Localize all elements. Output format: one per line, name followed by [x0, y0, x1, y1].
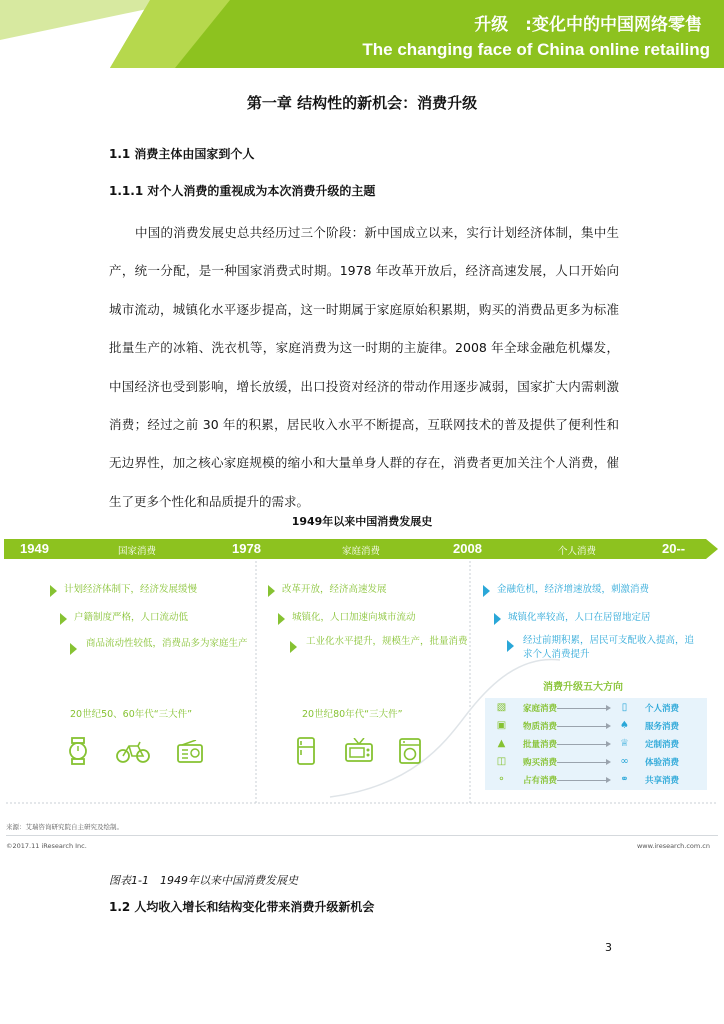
arrow-icon	[483, 585, 490, 597]
bicycle-icon	[116, 740, 150, 764]
upgrade-row	[485, 699, 707, 717]
upgrade-from: 物质消费	[523, 722, 558, 732]
upgrade-from: 占有消费	[523, 776, 558, 786]
col1-item: 户籍制度严格，人口流动低	[60, 611, 264, 625]
watch-icon	[66, 737, 90, 765]
cart-icon: ◫	[496, 756, 507, 767]
arrow-icon	[50, 585, 57, 597]
figure-title: 1949年以来中国消费发展史	[291, 515, 433, 528]
page-number: 3	[605, 941, 612, 954]
arrow-icon	[557, 708, 609, 709]
col3-item: 金融危机，经济增速放缓，刺激消费	[483, 583, 712, 597]
service-icon: ♠	[620, 720, 629, 731]
body-paragraph: 中国的消费发展史总共经历过三个阶段：新中国成立以来，实行计划经济体制，集中生产，统一分配，是一种国家消费式时期。1978 年改革开放后，经济高速发展，人口开始向城市流动，城镇化水平逐步提高，这一时期属于家庭原始积累期，购买的消费品更多为标准批量生产的冰箱、洗衣机等，家庭消费为这一时期的主旋律。2008 年全球金融危机爆发，中国经济也受到影响，增长放缓，出口投资对经济的带动作用逐步减弱，国家扩大内需刺激消费；经过之前 30 年的积累，居民收入水平不断提高，互联网技术的普及提供了便利性和无边界性，加之核心家庭规模的缩小和大量单身人群的存在，消费者更加关注个人消费，催生了更多个性化和品质提升的需求。	[109, 225, 619, 509]
year-2008: 2008	[453, 541, 482, 556]
upgrade-row	[485, 717, 707, 735]
shirt-icon: ▧	[496, 702, 507, 713]
col1-item: 计划经济体制下，经济发展缓慢	[50, 583, 264, 597]
upgrade-to: 服务消费	[645, 722, 680, 732]
arrow-icon	[494, 613, 501, 625]
upgrade-row	[485, 753, 707, 771]
section-heading: 1.2 人均收入增长和结构变化带来消费升级新机会	[109, 900, 375, 914]
year-1978: 1978	[232, 541, 261, 556]
figure-source: 来源：艾瑞咨询研究院自主研究及绘制。	[6, 823, 123, 831]
arrow-icon	[557, 726, 609, 727]
arrow-icon	[268, 585, 275, 597]
upgrade-row	[485, 771, 707, 789]
col2-item: 工业化水平提升，规模生产，批量消费	[290, 635, 474, 649]
header-title-en: The changing face of China online retailing	[362, 40, 710, 59]
chapter-title: 第一章 结构性的新机会：消费升级	[246, 94, 478, 112]
clothes-icon: ▲	[497, 738, 506, 749]
col2-item: 城镇化，人口加速向城市流动	[278, 611, 477, 625]
subsection-heading: 1.1.1 对个人消费的重视成为本次消费升级的主题	[109, 184, 376, 198]
col1-three-items: 20世纪50、60年代“三大件”	[70, 709, 193, 720]
upgrade-from: 购买消费	[523, 758, 558, 768]
phone-icon: ▯	[621, 702, 628, 713]
radio-icon	[176, 740, 204, 764]
year-1949: 1949	[20, 541, 49, 556]
col1-item: 商品流动性较低，消费品多为家庭生产	[70, 637, 251, 651]
col2-item: 改革开放，经济高速发展	[268, 583, 477, 597]
television-icon	[344, 738, 374, 764]
share-bike-icon: ⚭	[620, 774, 629, 785]
era-personal: 个人消费	[558, 546, 597, 557]
bike-icon: ⚬	[497, 774, 506, 785]
arrow-icon	[557, 780, 609, 781]
arrow-icon	[290, 641, 297, 653]
year-future: 20--	[662, 541, 686, 556]
upgrade-panel	[485, 698, 707, 790]
footer-divider	[6, 835, 718, 836]
arrow-icon	[70, 643, 77, 655]
upgrade-to: 共享消费	[645, 776, 680, 786]
arrow-icon	[278, 613, 285, 625]
crown-icon: ♕	[620, 738, 629, 749]
box-icon: ▣	[496, 720, 507, 731]
section-heading: 1.1 消费主体由国家到个人	[109, 147, 255, 161]
upgrade-title: 消费升级五大方向	[543, 682, 623, 693]
arrow-icon	[557, 744, 609, 745]
upgrade-to: 体验消费	[645, 758, 680, 768]
header-title-cn: 升级 :变化中的中国网络零售	[474, 15, 702, 35]
copyright: ©2017.11 iResearch Inc.	[6, 842, 87, 850]
arrow-icon	[60, 613, 67, 625]
col3-item: 经过前期积累，居民可支配收入提高，追求个人消费提升	[507, 634, 703, 662]
figure-caption: 图表1-1 1949年以来中国消费发展史	[109, 874, 298, 887]
website: www.iresearch.com.cn	[636, 842, 710, 850]
era-family: 家庭消费	[342, 546, 381, 557]
refrigerator-icon	[296, 737, 316, 765]
upgrade-row	[485, 735, 707, 753]
col3-item: 城镇化率较高，人口在居留地定居	[494, 611, 718, 625]
upgrade-from: 批量消费	[523, 740, 558, 750]
upgrade-to: 定制消费	[645, 740, 680, 750]
washing-machine-icon	[398, 738, 422, 764]
upgrade-from: 家庭消费	[523, 704, 558, 714]
arrow-icon	[557, 762, 609, 763]
arrow-icon	[507, 640, 514, 652]
upgrade-to: 个人消费	[645, 704, 680, 714]
vr-icon: ∞	[620, 756, 629, 767]
col2-three-items: 20世纪80年代“三大件”	[302, 709, 403, 720]
era-state: 国家消费	[118, 546, 157, 557]
